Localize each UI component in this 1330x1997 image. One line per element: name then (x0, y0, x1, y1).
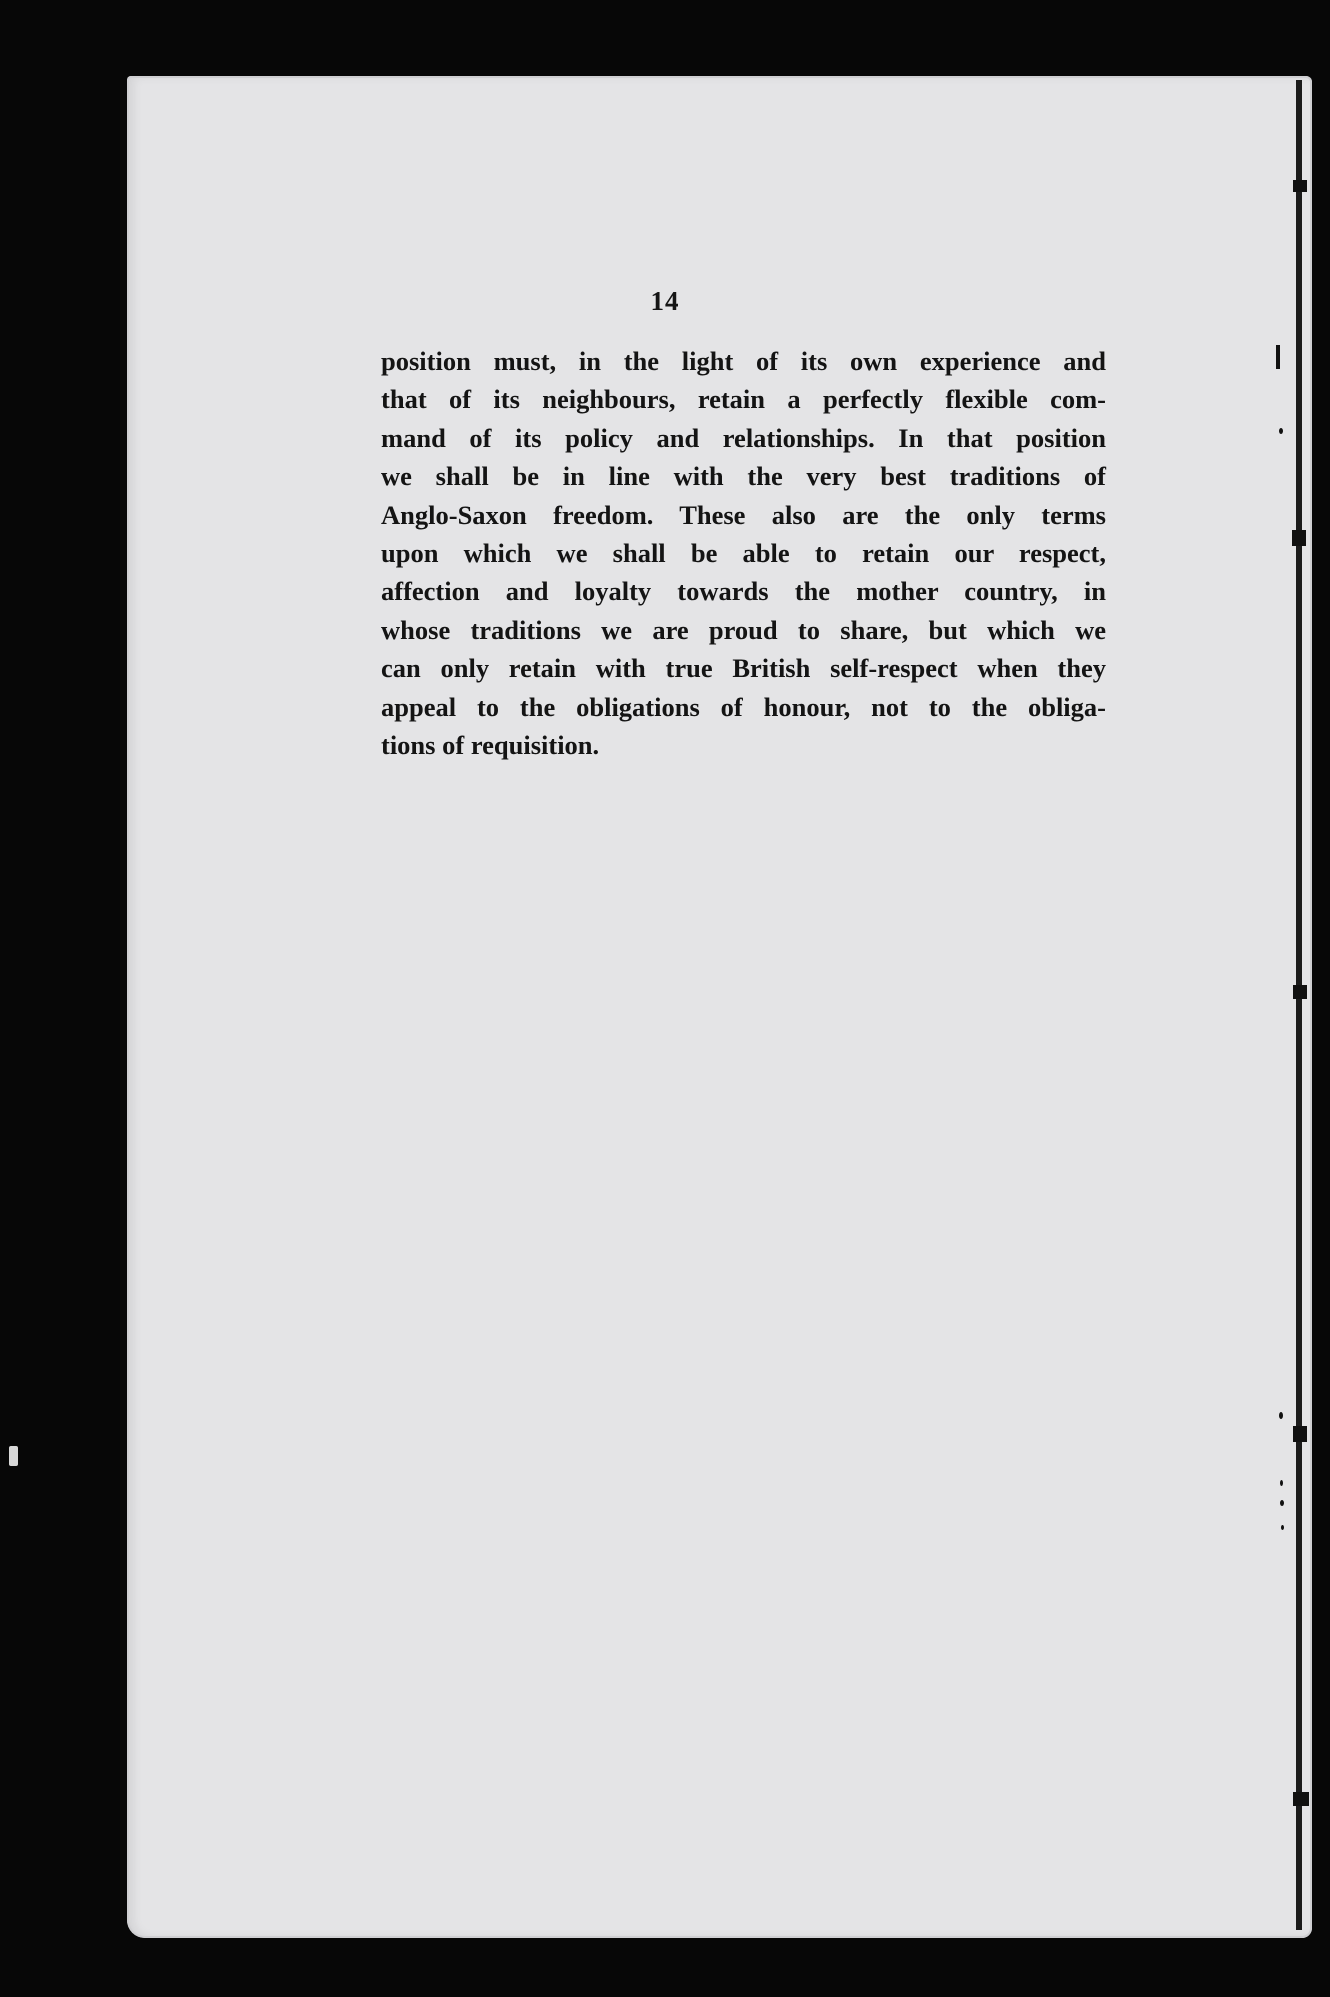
margin-speck (1280, 1480, 1283, 1486)
text-line: mand of its policy and relationships. In that position (381, 422, 1106, 453)
binding-mark (1293, 180, 1307, 192)
text-line: Anglo-Saxon freedom. These also are the only terms (381, 499, 1106, 530)
binding-mark (1292, 530, 1306, 546)
body-paragraph (381, 342, 1106, 764)
page-number: 14 (650, 286, 680, 316)
margin-speck (1280, 1500, 1284, 1506)
text-line: position must, in the light of its own experience and (381, 346, 1106, 376)
margin-mark (1276, 345, 1280, 369)
text-line: can only retain with true British self-respect when they (381, 653, 1106, 684)
text-line: upon which we shall be able to retain our respect, (381, 537, 1106, 568)
margin-speck (1279, 1412, 1283, 1419)
text-line: that of its neighbours, retain a perfectly flexible com- (381, 384, 1106, 415)
text-line: affection and loyalty towards the mother country, in (381, 576, 1106, 607)
margin-speck (1279, 428, 1283, 434)
text-line: appeal to the obligations of honour, not to the obliga- (381, 691, 1106, 722)
binding-mark (1293, 1792, 1309, 1806)
margin-speck (1281, 1525, 1284, 1530)
text-line: whose traditions we are proud to share, but which we (381, 614, 1106, 645)
text-line: tions of requisition. (381, 729, 600, 760)
binding-mark (1293, 985, 1307, 999)
paper-right-edge-shadow (1296, 80, 1302, 1930)
binding-mark (1293, 1426, 1307, 1442)
text-line: we shall be in line with the very best traditions of (381, 461, 1106, 492)
scan-speck (9, 1446, 18, 1466)
